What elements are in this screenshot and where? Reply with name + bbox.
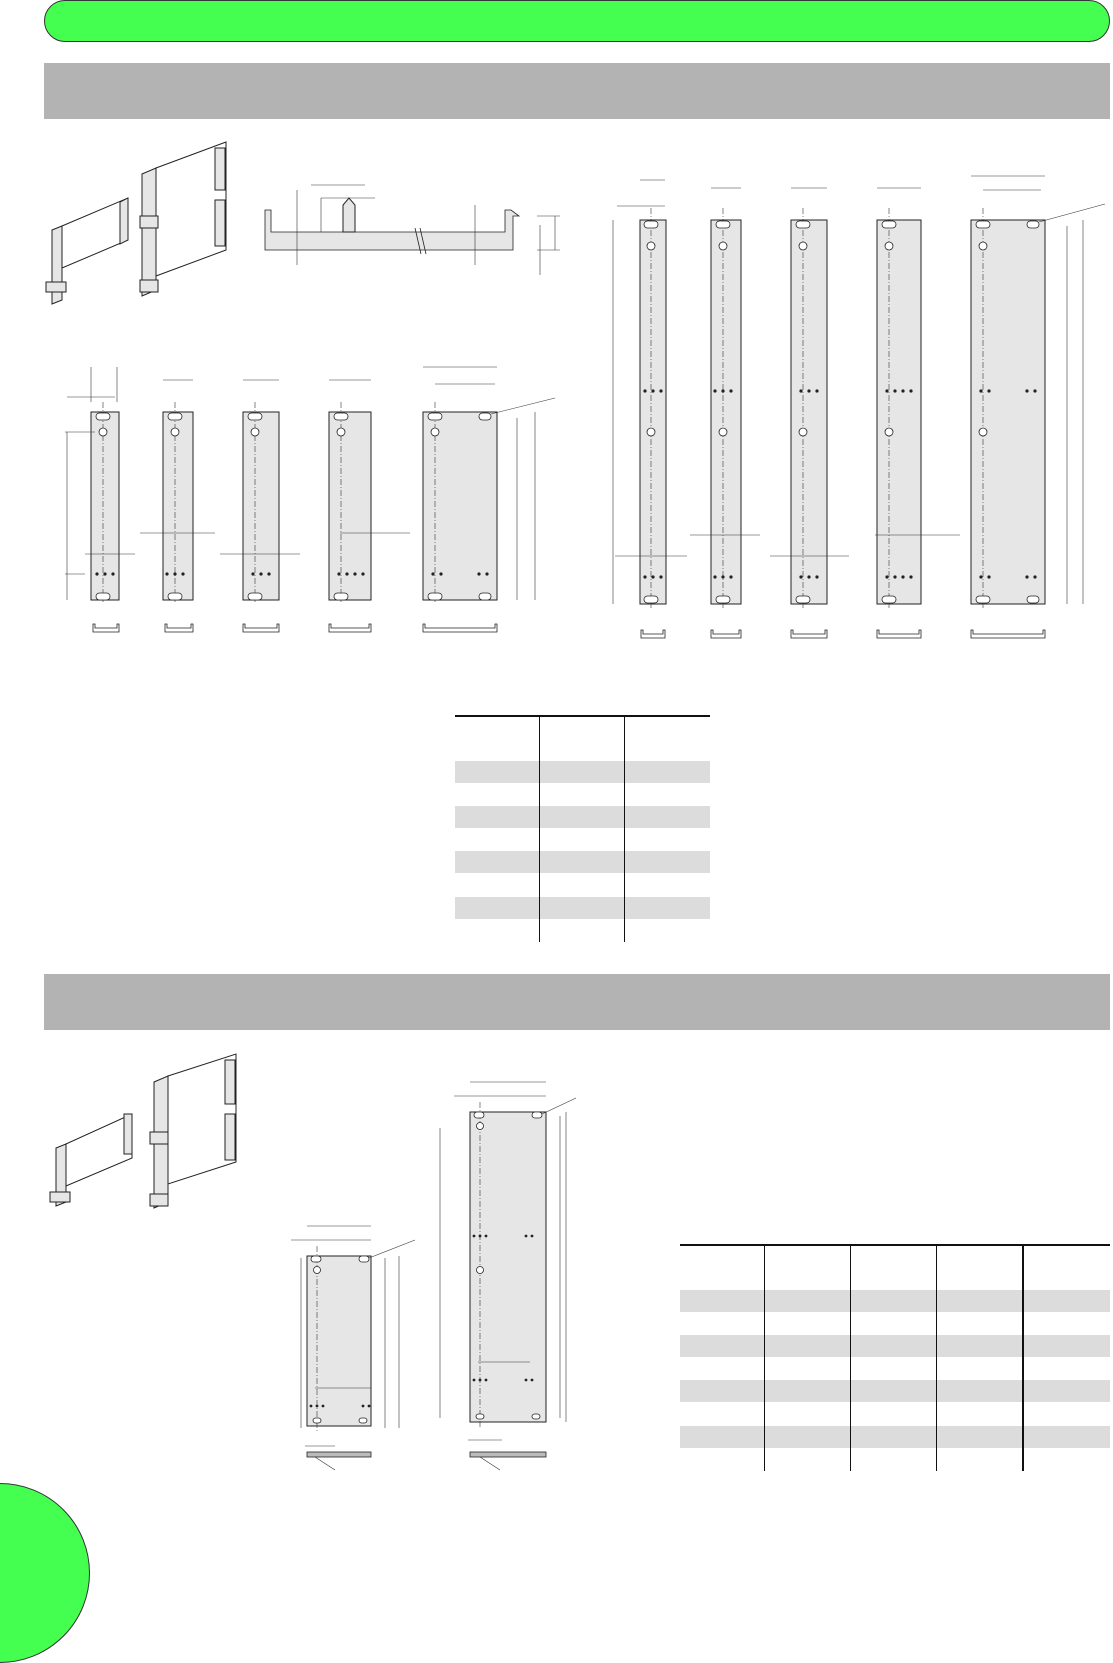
section2-table [680, 1244, 1110, 1471]
section1-table [455, 715, 710, 942]
profile-cross-section [255, 170, 575, 280]
front-panel-isometric-1 [40, 140, 240, 310]
header-pill [44, 0, 1110, 42]
rear-panel-drawing-tall [430, 1080, 590, 1475]
front-panel-drawings-tall [605, 168, 1110, 644]
page-corner-accent [0, 1483, 90, 1663]
front-panel-isometric-2 [44, 1052, 244, 1222]
rear-panel-drawing-small [285, 1218, 445, 1478]
section-band-1 [44, 63, 1110, 119]
front-panel-drawings-small [55, 362, 565, 642]
section-band-2 [44, 974, 1110, 1030]
